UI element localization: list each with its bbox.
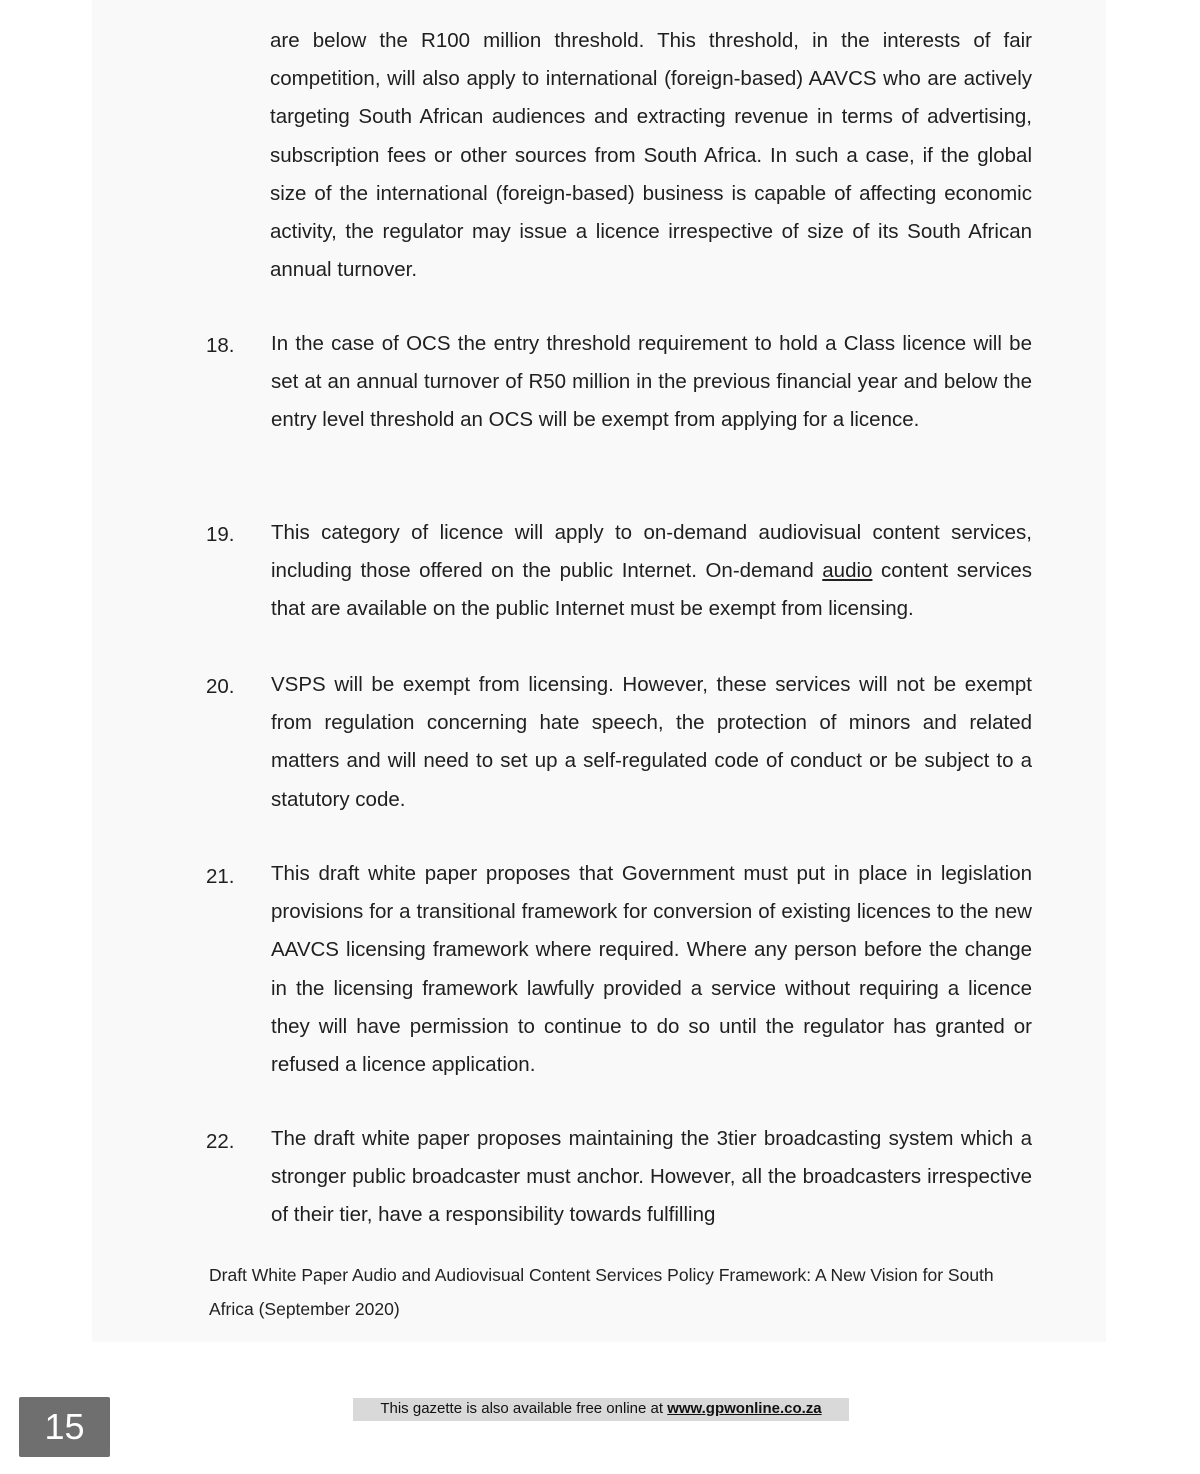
paragraph-number-22: 22. [206, 1130, 235, 1153]
gazette-notice-text: This gazette is also available free online at [380, 1400, 668, 1417]
gazette-url-link[interactable]: www.gpwonline.co.za [667, 1400, 822, 1417]
paragraph-19-text-part-1: This category of licence will apply to on-demand audiovisual content services, including those offered on the public Internet. On-demand [271, 521, 1032, 583]
paragraph-19-text [271, 514, 1032, 629]
paragraph-number-21: 21. [206, 865, 235, 888]
paragraph-number-18: 18. [206, 334, 235, 357]
paragraph-18-text: In the case of OCS the entry threshold requirement to hold a Class licence will be set at an annual turnover of R50 million in the previous financial year and below the entry level threshold an OCS will be exempt from applying for a licence. [271, 332, 1032, 432]
gazette-notice [353, 1398, 849, 1421]
paragraph-21-text: This draft white paper proposes that Government must put in place in legislation provisions for a transitional framework for conversion of existing licences to the new AAVCS licensing framework where required. Where any person before the change in the licensing framework lawfully provided a service without requiring a licence they will have permission to continue to do so until the regulator has granted or refused a licence application. [271, 862, 1032, 1077]
page-number-badge: 15 [19, 1397, 110, 1457]
paragraph-number-20: 20. [206, 675, 235, 698]
underlined-word-audio: audio [822, 559, 873, 583]
continuation-paragraph: are below the R100 million threshold. This threshold, in the interests of fair competition, will also apply to international (foreign-based) AAVCS who are actively targeting South African audiences and extracting revenue in terms of advertising, subscription fees or other sources from South Africa. In such a case, if the global size of the international (foreign-based) business is capable of affecting economic activity, the regulator may issue a licence irrespective of size of its South African annual turnover. [270, 29, 1032, 282]
document-footer: Draft White Paper Audio and Audiovisual Content Services Policy Framework: A New Vision for South Africa (September 2020) [209, 1265, 994, 1319]
paragraph-number-19: 19. [206, 523, 235, 546]
paragraph-22-text: The draft white paper proposes maintaining the 3tier broadcasting system which a stronger public broadcaster must anchor. However, all the broadcasters irrespective of their tier, have a responsibility towards fulfilling [271, 1127, 1032, 1227]
paragraph-19-text-part-2: content services that are available on the public Internet must be exempt from licensing. [271, 559, 1032, 621]
paragraph-20-text: VSPS will be exempt from licensing. However, these services will not be exempt from regulation concerning hate speech, the protection of minors and related matters and will need to set up a self-regulated code of conduct or be subject to a statutory code. [271, 673, 1032, 811]
